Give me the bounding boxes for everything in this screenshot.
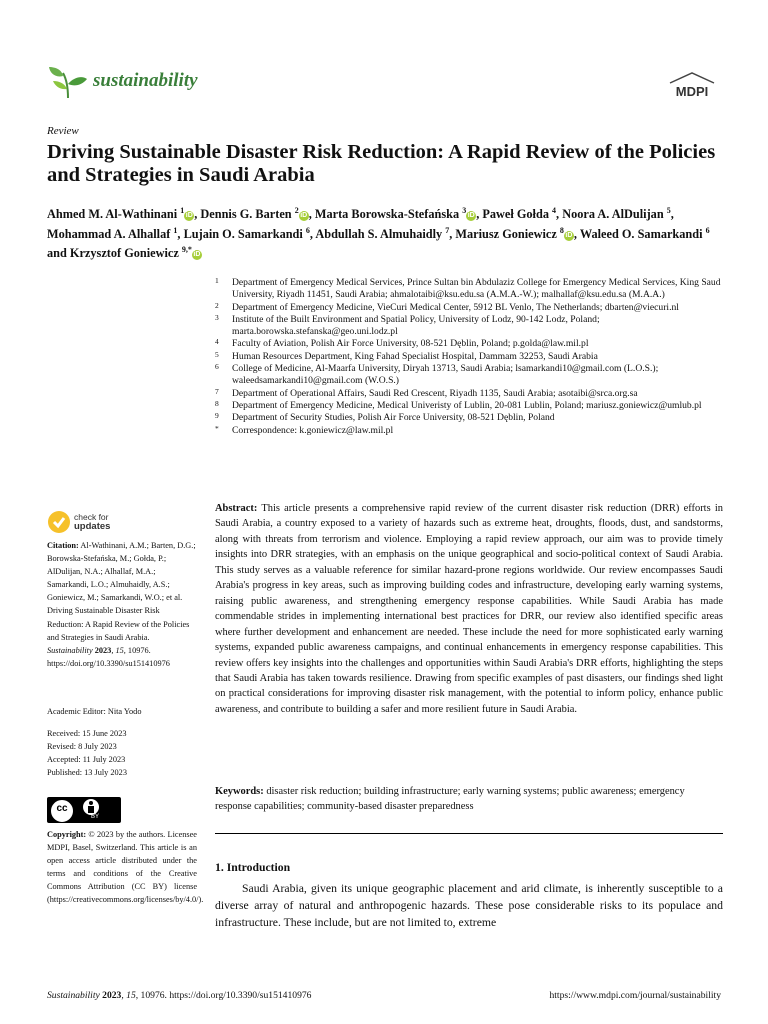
author-affiliation-number: 3 [462,206,467,215]
article-title: Driving Sustainable Disaster Risk Reduction: A Rapid Review of the Policies and Strategies in Saudi Arabia [47,141,716,186]
affiliation-number: * [215,423,219,433]
author-separator: , [573,226,580,241]
author-name: Marta Borowska-Stefańska [314,207,460,222]
journal-leaf-logo-icon [47,64,89,100]
citation-volume: , 15 [111,645,124,655]
author-affiliation-number: 6 [305,225,310,235]
author-affiliation-number: 1 [180,206,185,215]
journal-name: sustainability [93,70,198,91]
footer-year: 2023 [99,990,122,1001]
author-affiliation-number: 5 [666,206,671,215]
abstract-text: This article presents a comprehensive rapid review of the current disaster risk reduction (DRR) efforts in Saudi Arabia, a country exposed to a variety of hazards such as extreme heat, droughts, floods, dust, and sandstorms, along with threats from terrorism and violence. Employing a rapid review approach, our aim was to provide timely insights into DRR strategies, with an emphasis on the unique geographical and socio-political context of Saudi Arabia. This study serves as a valuable reference for similar hazard-prone regions worldwide. Our review encompasses Saudi Arabia's progress in key areas, such as improving building codes and infrastructure, developing early warning systems, raising public awareness, and strengthening emergency response capabilities. While Saudi Arabia has made commendable strides in implementing international best practices for DRR, our review also identified specific areas where further development and enhancement are needed. These include the need for more sophisticated early warning systems, expanded public awareness campaigns, and continual enhancements in emergency response capabilities. This review offers key insights into the challenges and opportunities within Saudi Arabia's DRR efforts, highlighting the steps that Saudi Arabia has taken towards resilience. Drawing from specific examples of past disasters, our findings shed light on practical considerations for improving disaster risk management, with the potential to inform policy, enhance public awareness, and contribute to building a safer and more resilient future in Saudi Arabia. [215,503,723,715]
author-separator: , [670,207,674,222]
date-received: Received: 15 June 2023 [47,729,127,738]
copyright-label: Copyright: [47,830,87,839]
publisher-logo-text: MDPI [675,84,709,99]
author-separator: and [47,246,70,261]
author-name: Dennis G. Barten [200,207,292,222]
footer-citation [47,990,311,1001]
author-name: Krzysztof Goniewicz [69,246,179,261]
affiliation-text: Correspondence: k.goniewicz@law.mil.pl [232,424,394,436]
orcid-icon[interactable]: iD [185,212,193,220]
orcid-icon[interactable]: iD [565,231,573,239]
article-type: Review [47,125,79,137]
footer-journal-url[interactable]: https://www.mdpi.com/journal/sustainability [549,990,721,1001]
author-affiliation-number: 8 [559,225,564,235]
check-updates-line2: updates [74,521,111,532]
author-name: Ahmed M. Al-Wathinani [47,207,178,222]
affiliation-number: 3 [215,312,219,322]
footer-journal: Sustainability [47,990,100,1001]
affiliation-number: 2 [215,300,219,310]
check-updates-icon [47,510,71,534]
affiliation-item [215,425,725,437]
affiliation-text: Department of Emergency Medical Services, Prince Sultan bin Abdulaziz College for Emergency Medical Services, King Saud University, Riyadh 11451, Saudi Arabia; ahmalotaibi@ksu.edu.sa (A.M.A.-W.); malhallaf@ksu.edu.sa (M.A.A.) [232,277,721,301]
affiliation-item [215,314,725,339]
author-separator: , [556,207,563,222]
author-name: Mohammad A. Alhallaf [47,226,171,241]
author-separator: , [308,207,315,222]
cc-icon: cc [56,803,68,814]
author-separator: , [449,226,456,241]
check-for-updates-badge[interactable] [47,510,127,536]
affiliation-text: Department of Operational Affairs, Saudi Red Crescent, Riyadh 1135, Saudi Arabia; asotaibi@srca.org.sa [232,387,638,399]
affiliations [215,277,725,437]
affiliation-number: 6 [215,362,219,372]
affiliation-item [215,302,725,314]
author-name: Mariusz Goniewicz [455,226,557,241]
footer-volume: , 15 [121,990,136,1001]
citation-label: Citation: [47,541,79,550]
author-affiliation-number: 9,* [181,245,192,255]
affiliation-item [215,277,725,302]
by-label: BY [90,814,99,820]
introduction-paragraph: Saudi Arabia, given its unique geographic placement and arid climate, is inherently susceptible to a diverse array of natural and anthropogenic hazards. These pose considerable risks to its populace and infrastructure. These include, but are not limited to, extreme [215,882,723,929]
section-heading: 1. Introduction [215,861,291,874]
author-separator: , [309,226,316,241]
author-list [47,203,727,262]
copyright-text: © 2023 by the authors. Licensee MDPI, Basel, Switzerland. This article is an open access article distributed under the terms and conditions of the Creative Commons Attribution (CC BY) license (https://creativecommons.org/licenses/by/4.0/). [47,830,204,905]
affiliation-number: 7 [215,386,219,396]
footer-doi: , 10976. https://doi.org/10.3390/su151410976 [135,990,312,1001]
author-separator: , [177,226,184,241]
affiliation-number: 4 [215,337,219,347]
affiliation-item [215,351,725,363]
orcid-icon[interactable]: iD [193,251,201,259]
author-name: Lujain O. Samarkandi [183,226,303,241]
affiliation-item [215,388,725,400]
person-icon [83,799,99,815]
affiliation-number: 1 [215,276,219,285]
affiliation-text: Human Resources Department, King Fahad Specialist Hospital, Dammam 32253, Saudi Arabia [232,350,598,362]
date-accepted: Accepted: 11 July 2023 [47,755,126,765]
affiliation-item [215,363,725,388]
publication-dates [47,727,197,779]
check-updates-line1: check for [74,512,109,522]
author-separator: , [194,207,201,222]
citation-text: Al-Wathinani, A.M.; Barten, D.G.; Borowska-Stefańska, M.; Gołda, P.; AlDulijan, N.A.; Alhallaf, M.A.; Samarkandi, L.O.; Almuhaidly, A.S.; Goniewicz, M.; Samarkandi, W.O.; et al. Driving Sustainable Disaster Risk Reduction: A Rapid Review of the Policies and Strategies in Saudi Arabia. [47,541,196,642]
author-name: Waleed O. Samarkandi [579,226,703,241]
author-affiliation-number: 6 [705,225,710,235]
keywords [215,784,723,815]
orcid-icon[interactable]: iD [300,212,308,220]
citation-doi: , 10976. https://doi.org/10.3390/su151410976 [47,645,170,668]
abstract-label: Abstract: [215,503,258,514]
affiliation-text: Department of Emergency Medicine, Medical Univeristy of Lublin, 20-081 Lublin, Poland; mariusz.goniewicz@umlub.pl [232,399,702,411]
publisher-logo [666,70,718,102]
copyright-block [47,828,204,907]
author-name: Abdullah S. Almuhaidly [315,226,443,241]
author-affiliation-number: 7 [445,225,450,235]
affiliation-text: College of Medicine, Al-Maarfa University, Diryah 13713, Saudi Arabia; lsamarkandi10@gmail.com (L.O.S.); waleedsamarkandi10@gmail.com (W.O.S.) [232,363,659,387]
orcid-icon[interactable]: iD [467,212,475,220]
affiliation-text: Faculty of Aviation, Polish Air Force University, 08-521 Dęblin, Poland; p.golda@law.mil.pl [232,338,589,350]
date-revised: Revised: 8 July 2023 [47,742,117,752]
academic-editor: Academic Editor: Nita Yodo [47,707,142,716]
affiliation-item [215,338,725,350]
affiliation-number: 8 [215,398,219,408]
date-published: Published: 13 July 2023 [47,768,127,778]
author-affiliation-number: 4 [552,206,557,215]
affiliation-item [215,400,725,412]
keywords-label: Keywords: [215,786,264,797]
keywords-text: disaster risk reduction; building infrastructure; early warning systems; public awareness; emergency response capabilities; community-based disaster preparedness [215,786,685,813]
author-affiliation-number: 2 [294,206,299,215]
cc-by-license-badge[interactable] [47,797,121,823]
author-name: Noora A. AlDulijan [562,207,664,222]
section-divider [215,833,723,834]
citation-journal: Sustainability [47,645,93,655]
abstract [215,501,723,717]
affiliation-number: 9 [215,411,219,421]
affiliation-number: 5 [215,349,219,359]
citation-block [47,539,197,670]
author-affiliation-number: 1 [173,225,178,235]
affiliation-text: Department of Emergency Medicine, VieCuri Medical Center, 5912 BL Venlo, The Netherlands; dbarten@viecuri.nl [232,301,679,313]
affiliation-text: Department of Security Studies, Polish Air Force University, 08-521 Dęblin, Poland [232,412,555,424]
affiliation-text: Institute of the Built Environment and Spatial Policy, University of Lodz, 90-142 Lodz, Poland; marta.borowska.stefanska@geo.uni.lodz.pl [232,313,600,338]
citation-year: 2023 [92,645,112,655]
author-name: Paweł Gołda [482,207,549,222]
author-separator: , [476,207,483,222]
affiliation-item [215,412,725,424]
